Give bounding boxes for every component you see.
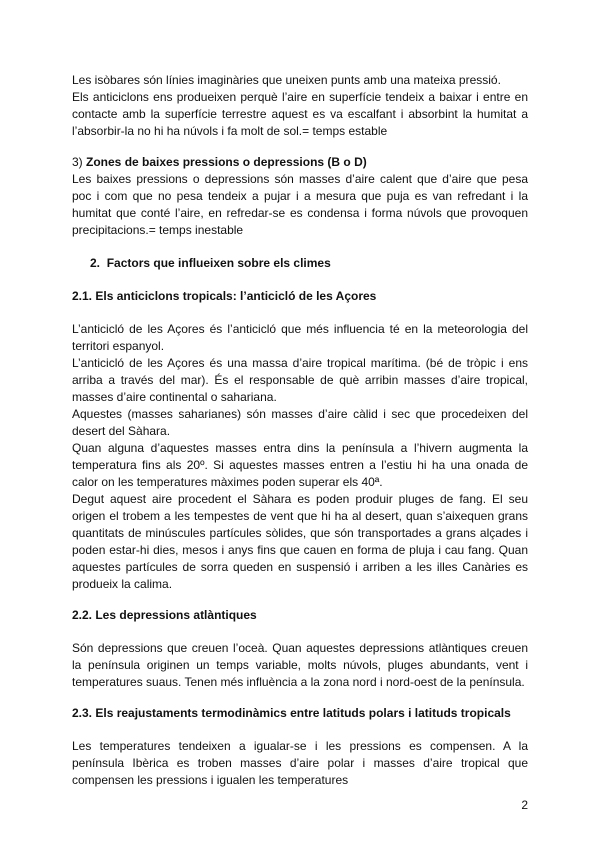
section-2-1-paragraph-1: L’anticicló de les Açores és l’anticicló que més influencia té en la meteorologia del territori espanyol. [72, 322, 528, 353]
section-2-2-title: 2.2. Les depressions atlàntiques [72, 608, 257, 622]
heading-2 [72, 255, 528, 272]
section-2-1-title: 2.1. Els anticiclons tropicals: l’anticicló de les Açores [72, 289, 377, 303]
section-2-1-paragraph-4: Quan alguna d’aquestes masses entra dins la península a l’hivern augmenta la temperatura fins als 20º. Si aquestes masses entren a l’estiu hi ha una onada de calor on les temperatures màximes poden superar els 40ª. [72, 441, 528, 489]
heading-2-number: 2. [90, 256, 101, 270]
section-3-heading [72, 154, 528, 171]
document-page [72, 72, 528, 789]
intro-paragraph-isobares: Les isòbares són línies imaginàries que uneixen punts amb una mateixa pressió. [72, 73, 501, 87]
section-2-1-paragraph-2: L’anticicló de les Açores és una massa d’aire tropical marítima. (bé de tròpic i ens arriba a través del mar). És el responsable de què arribin masses d’aire tropical, masses d’aire continental o sahariana. [72, 356, 528, 404]
section-3-number: 3) [72, 155, 83, 169]
section-2-3-paragraph: Les temperatures tendeixen a igualar-se i les pressions es compensen. A la península Ibèrica es troben masses d’aire polar i masses d’aire tropical que compensen les pressions i igualen les temperatures [72, 739, 528, 787]
section-3-paragraph: Les baixes pressions o depressions són masses d’aire calent que d’aire que pesa poc i com que no pesa tendeix a pujar i a mesura que puja es van refredant i la humitat que conté l’aire, en refredar-se es condensa i forma núvols que provoquen precipitacions.= temps inestable [72, 172, 528, 237]
section-2-1-paragraph-3: Aquestes (masses saharianes) són masses d’aire càlid i sec que procedeixen del desert del Sàhara. [72, 407, 528, 438]
page-number: 2 [521, 798, 528, 812]
section-2-3-title: 2.3. Els reajustaments termodinàmics entre latituds polars i latituds tropicals [72, 706, 511, 720]
heading-2-title: Factors que influeixen sobre els climes [106, 256, 331, 270]
section-2-1-paragraph-5: Degut aquest aire procedent el Sàhara es poden produir pluges de fang. El seu origen el trobem a les tempestes de vent que hi ha al desert, quan s’aixequen grans quantitats de minúscules partícules sòlides, que són transportades a grans alçades i poden estar-hi dies, mesos i anys fins que cauen en forma de pluja i cau fang. Quan aquestes partícules de sorra queden en suspensió i arriben a les illes Canàries es produeix la calima. [72, 492, 528, 591]
section-3-title: Zones de baixes pressions o depressions (B o D) [86, 155, 367, 169]
section-2-2-paragraph: Són depressions que creuen l’oceà. Quan aquestes depressions atlàntiques creuen la península originen un temps variable, molts núvols, pluges abundants, vent i temperatures suaus. Tenen més influència a la zona nord i nord-oest de la península. [72, 641, 528, 689]
intro-paragraph-anticiclons: Els anticiclons ens produeixen perquè l’aire en superfície tendeix a baixar i entre en contacte amb la superfície terrestre aquest es va escalfant i absorbint la humitat a l’absorbir-la no hi ha núvols i fa molt de sol.= temps estable [72, 90, 528, 138]
